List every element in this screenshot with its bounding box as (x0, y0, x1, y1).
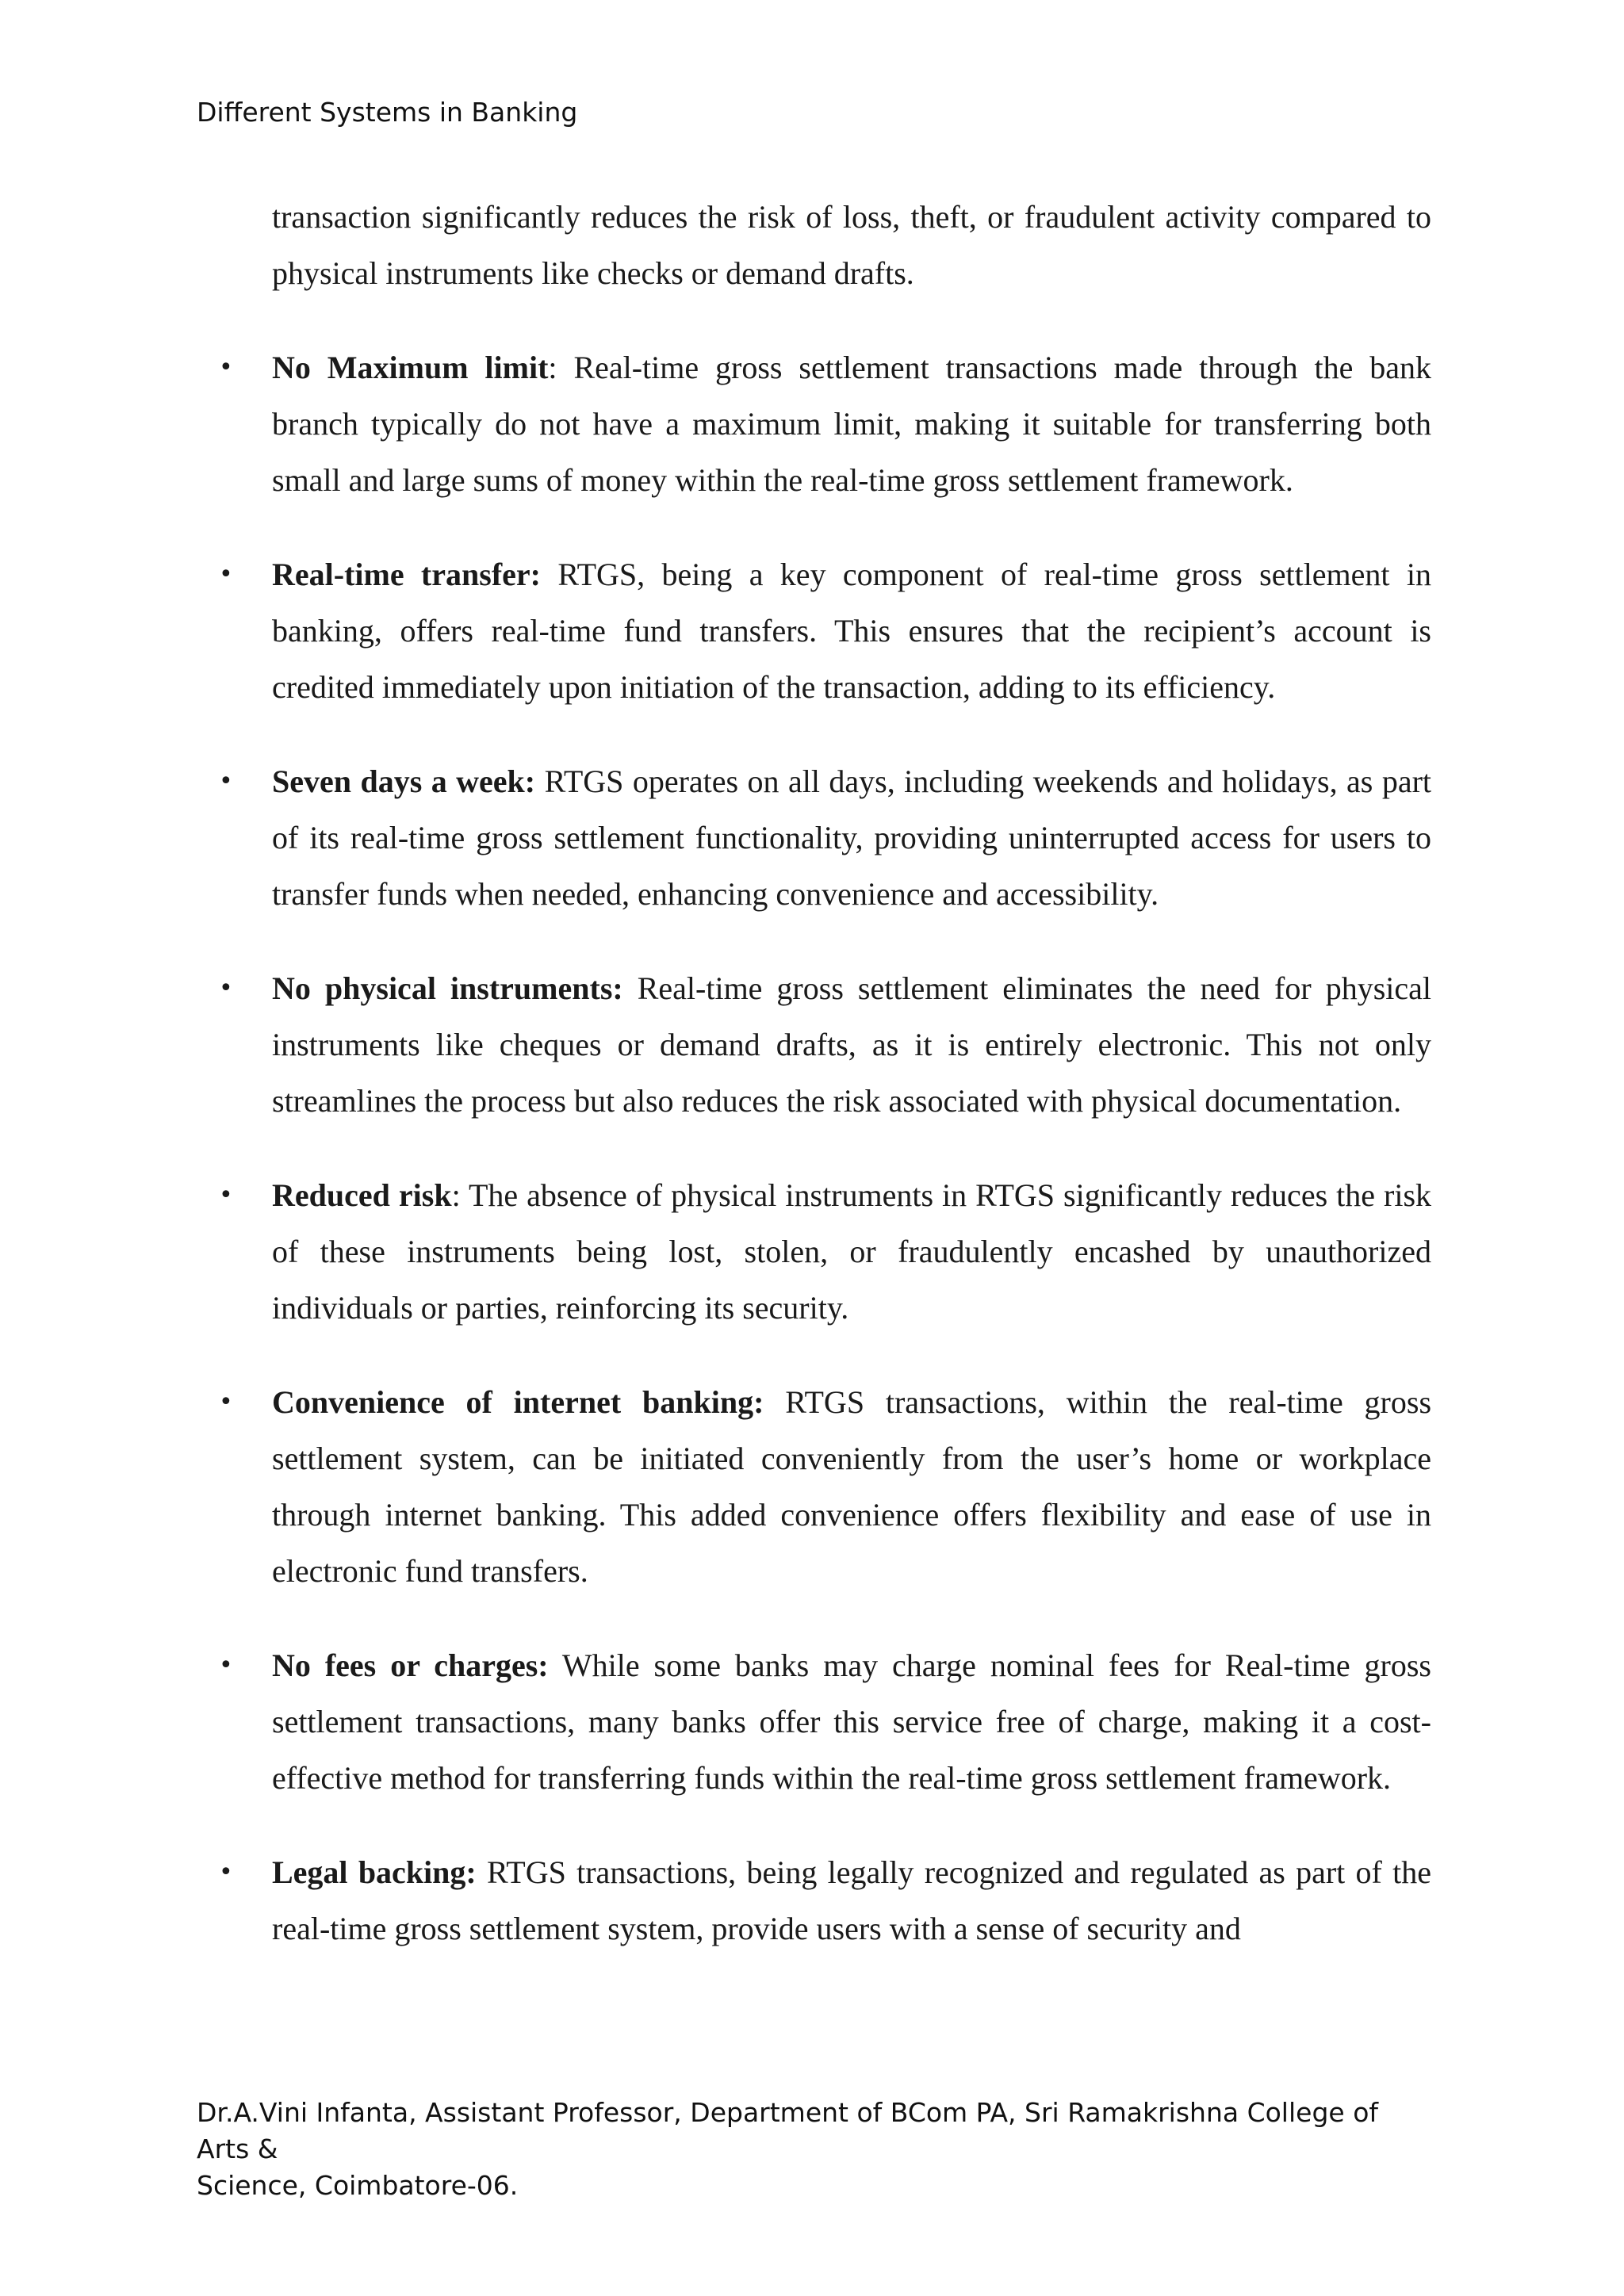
bullet-title: No fees or charges: (272, 1647, 549, 1683)
bullet-icon: • (219, 354, 233, 381)
bullet-icon: • (219, 767, 233, 795)
bullet-separator (623, 970, 638, 1006)
bullet-separator (541, 557, 557, 592)
bullet-separator (477, 1854, 487, 1890)
bullet-title: Seven days a week: (272, 763, 536, 799)
bullet-title: No physical instruments: (272, 970, 623, 1006)
bullet-text: Real-time gross settlement eliminates the need for physical instruments like cheques or demand drafts, as it is entirely electronic. This not only streamlines the process but also reduces the risk associated with physical documentation. (272, 970, 1432, 1119)
bullet-title: Reduced risk (272, 1177, 452, 1213)
bullet-title: Convenience of internet banking: (272, 1384, 764, 1420)
bullet-text: The absence of physical instruments in RTGS significantly reduces the risk of these instruments being lost, stolen, or fraudulently encashed by unauthorized individuals or parties, reinforcing its security. (272, 1177, 1432, 1326)
bullet-icon: • (219, 1388, 233, 1416)
bullet-icon: • (219, 1181, 233, 1209)
footer-line-1: Dr.A.Vini Infanta, Assistant Professor, Department of BCom PA, Sri Ramakrishna College of Arts & (197, 2097, 1378, 2164)
bullet-icon: • (219, 561, 233, 588)
bullet-item-reduced-risk (197, 1167, 1431, 1336)
bullet-item-no-maximum-limit (197, 339, 1431, 508)
bullet-list (197, 339, 1431, 1995)
bullet-title: No Maximum limit (272, 350, 549, 385)
bullet-separator: : (451, 1177, 469, 1213)
bullet-item-no-fees-or-charges (197, 1637, 1431, 1806)
lead-paragraph: transaction significantly reduces the risk of loss, theft, or fraudulent activity compared to physical instruments like checks or demand drafts. (272, 199, 1431, 291)
bullet-title: Legal backing: (272, 1854, 477, 1890)
bullet-separator (549, 1647, 562, 1683)
page-header: Different Systems in Banking (197, 97, 578, 128)
bullet-text: RTGS, being a key component of real-time gross settlement in banking, offers real-time fund transfers. This ensures that the recipient’s account is credited immediately upon initiation of the transaction, adding to its efficiency. (272, 557, 1431, 705)
bullet-text: Real-time gross settlement transactions made through the bank branch typically do not have a maximum limit, making it suitable for transferring both small and large sums of money within the real-time gross settlement framework. (272, 350, 1431, 498)
bullet-text: RTGS transactions, being legally recognized and regulated as part of the real-time gross settlement system, provide users with a sense of security and (272, 1854, 1431, 1946)
bullet-text: RTGS operates on all days, including weekends and holidays, as part of its real-time gross settlement functionality, providing uninterrupted access for users to transfer funds when needed, enhancing convenience and accessibility. (272, 763, 1432, 912)
bullet-separator: : (548, 350, 574, 385)
bullet-separator (764, 1384, 785, 1420)
bullet-item-real-time-transfer (197, 546, 1431, 715)
bullet-item-legal-backing (197, 1844, 1431, 1957)
bullet-item-seven-days-a-week (197, 753, 1431, 922)
bullet-separator (535, 763, 544, 799)
page-footer (197, 2095, 1434, 2204)
bullet-item-convenience-of-internet-banking (197, 1374, 1431, 1599)
bullet-icon: • (219, 974, 233, 1002)
bullet-item-no-physical-instruments (197, 960, 1431, 1129)
footer-line-2: Science, Coimbatore-06. (197, 2170, 519, 2201)
bullet-icon: • (219, 1651, 233, 1679)
bullet-text: RTGS transactions, within the real-time gross settlement system, can be initiated conveniently from the user’s home or workplace through internet banking. This added convenience offers flexibility and ease of use in electronic fund transfers. (272, 1384, 1432, 1589)
bullet-icon: • (219, 1858, 233, 1886)
bullet-title: Real-time transfer: (272, 557, 541, 592)
bullet-text: While some banks may charge nominal fees for Real-time gross settlement transactions, many banks offer this service free of charge, making it a cost-effective method for transferring funds within the real-time gross settlement framework. (272, 1647, 1431, 1796)
